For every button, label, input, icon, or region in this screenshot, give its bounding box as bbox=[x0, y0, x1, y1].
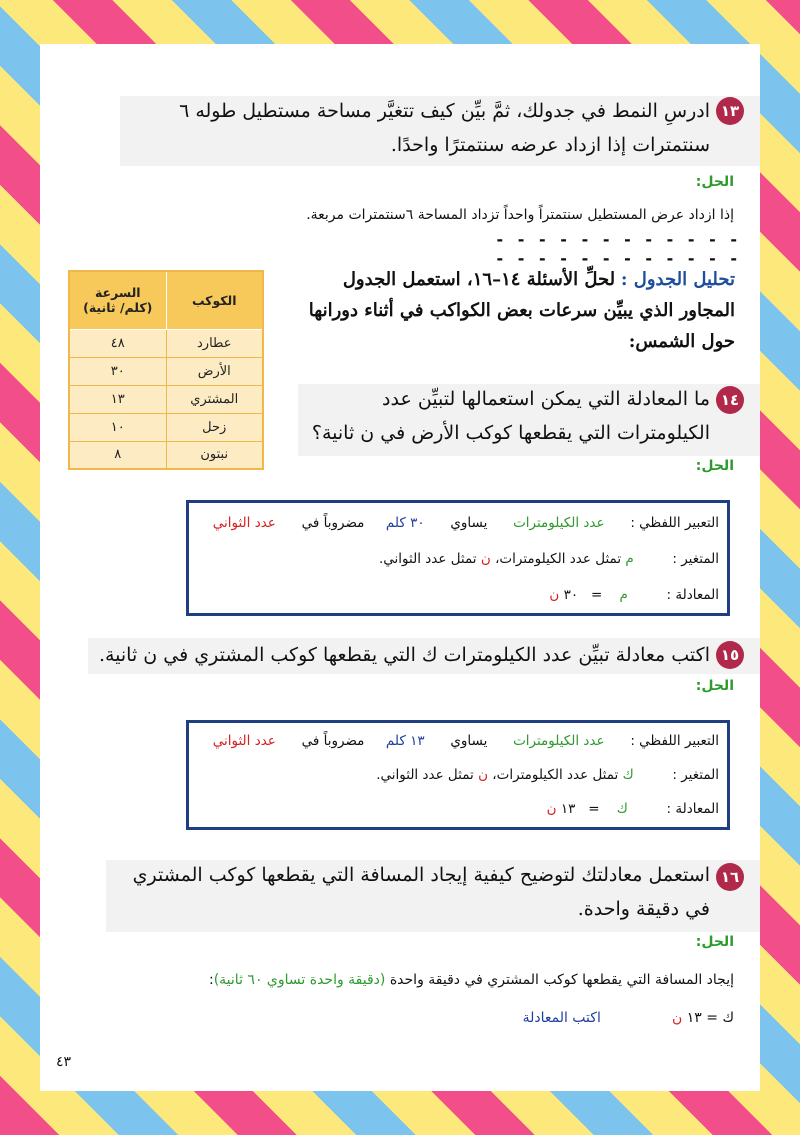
question-15-text: اكتب معادلة تبيِّن عدد الكيلومترات ك التي يقطعها كوكب المشتري في ن ثانية. bbox=[98, 644, 710, 666]
q14-equation-lhs: م bbox=[619, 587, 628, 603]
header-planet: الكوكب bbox=[166, 271, 263, 329]
worksheet-page bbox=[40, 44, 760, 1091]
question-13-solution-text: إذا ازداد عرض المستطيل سنتمتراً واحداً تزداد المساحة ٦سنتمترات مربعة. bbox=[306, 207, 734, 223]
question-14-text: ما المعادلة التي يمكن استعمالها لتبيِّن عدد الكيلومترات التي يقطعها كوكب الأرض في ن ثانية؟ bbox=[311, 388, 710, 444]
question-16-badge: ١٦ bbox=[716, 863, 744, 891]
q14-verbal-seconds: عدد الثواني bbox=[212, 515, 276, 531]
q15-verbal-row bbox=[213, 733, 719, 749]
q15-variable-n: ن bbox=[478, 767, 488, 783]
question-13-text: ادرسِ النمط في جدولك، ثمَّ بيِّن كيف تتغيَّر مساحة مستطيل طوله ٦ سنتمترات إذا ازداد عرضه سنتمترًا واحدًا. bbox=[179, 100, 710, 156]
q14-equation-label: المعادلة : bbox=[666, 587, 719, 603]
header-speed-unit: (كلم/ ثانية) bbox=[83, 300, 153, 316]
q15-verbal-equals: يساوي bbox=[450, 733, 488, 749]
question-14-solution-box bbox=[186, 500, 730, 616]
planet-name: الأرض bbox=[166, 357, 263, 385]
q16-equation-var: ن bbox=[672, 1010, 683, 1026]
question-16-solution-line bbox=[54, 972, 734, 988]
q15-equation-row bbox=[547, 801, 719, 817]
table-header-row bbox=[69, 271, 263, 329]
q14-equation-row bbox=[549, 587, 719, 603]
table-row bbox=[69, 385, 263, 413]
q16-solution-colon: : bbox=[209, 972, 214, 988]
planet-speed: ١٣ bbox=[69, 385, 166, 413]
planet-name: نبتون bbox=[166, 441, 263, 469]
q14-verbal-equals: يساوي bbox=[450, 515, 488, 531]
question-13-solution-label: الحل: bbox=[695, 174, 734, 190]
planet-speed: ٨ bbox=[69, 441, 166, 469]
planet-speed-table bbox=[68, 270, 264, 470]
question-13-badge: ١٣ bbox=[716, 97, 744, 125]
page-number: ٤٣ bbox=[56, 1054, 72, 1070]
question-15-solution-label: الحل: bbox=[695, 678, 734, 694]
planet-name: زحل bbox=[166, 413, 263, 441]
q15-equation-rhs-num: ١٣ bbox=[560, 801, 576, 817]
planet-speed: ١٠ bbox=[69, 413, 166, 441]
q14-equation-eq: = bbox=[591, 587, 603, 603]
q15-variable-k-text: تمثل عدد الكيلومترات، bbox=[492, 767, 619, 783]
question-16-equation-line bbox=[523, 1010, 734, 1026]
table-analysis-heading: تحليل الجدول : bbox=[620, 269, 735, 290]
header-speed bbox=[69, 271, 166, 329]
q14-equation-rhs-num: ٣٠ bbox=[563, 587, 579, 603]
table-row bbox=[69, 441, 263, 469]
q16-equation-lhs: ك = ١٣ bbox=[686, 1010, 734, 1026]
q14-variable-m: م bbox=[625, 551, 634, 567]
header-speed-title: السرعة bbox=[94, 285, 141, 301]
q16-solution-text: إيجاد المسافة التي يقطعها كوكب المشتري في دقيقة واحدة bbox=[389, 972, 734, 988]
q14-verbal-label: التعبير اللفظي : bbox=[630, 515, 719, 531]
q14-variable-label: المتغير : bbox=[672, 551, 719, 567]
q15-verbal-label: التعبير اللفظي : bbox=[630, 733, 719, 749]
q15-verbal-kilometers: عدد الكيلومترات bbox=[513, 733, 605, 749]
question-16-solution-label: الحل: bbox=[695, 934, 734, 950]
table-row bbox=[69, 329, 263, 357]
q14-variable-m-text: تمثل عدد الكيلومترات، bbox=[495, 551, 622, 567]
q15-variable-row bbox=[376, 767, 719, 783]
table-analysis-text: لحلِّ الأسئلة ١٤–١٦، استعمل الجدول المجاور الذي يبيِّن سرعات بعض الكواكب في أثناء دورانها حول الشمس: bbox=[308, 269, 735, 352]
q14-equation-rhs-var: ن bbox=[549, 587, 560, 603]
question-14-solution-label: الحل: bbox=[695, 458, 734, 474]
planet-name: عطارد bbox=[166, 329, 263, 357]
q14-variable-n-text: تمثل عدد الثواني. bbox=[379, 551, 477, 567]
q14-variable-row bbox=[379, 551, 719, 567]
planet-name: المشتري bbox=[166, 385, 263, 413]
section-separator: - - - - - - - - - - - - - - - - - - - - - - - - bbox=[495, 230, 740, 268]
q15-variable-n-text: تمثل عدد الثواني. bbox=[376, 767, 474, 783]
q14-variable-n: ن bbox=[480, 551, 491, 567]
question-15-solution-box bbox=[186, 720, 730, 830]
table-analysis-paragraph bbox=[295, 264, 735, 357]
q15-verbal-rate: ١٣ كلم bbox=[385, 733, 425, 749]
q15-equation-lhs: ك bbox=[616, 801, 628, 817]
q15-variable-k: ك bbox=[622, 767, 634, 783]
question-14-badge: ١٤ bbox=[716, 386, 744, 414]
question-16-text: استعمل معادلتك لتوضيح كيفية إيجاد المسافة التي يقطعها كوكب المشتري في دقيقة واحدة. bbox=[132, 864, 710, 920]
q16-solution-note: (دقيقة واحدة تساوي ٦٠ ثانية) bbox=[213, 972, 386, 988]
q14-verbal-multiplied: مضروباً في bbox=[301, 515, 365, 531]
planet-speed: ٤٨ bbox=[69, 329, 166, 357]
q15-equation-label: المعادلة : bbox=[666, 801, 719, 817]
q15-equation-eq: = bbox=[588, 801, 600, 817]
question-15-badge: ١٥ bbox=[716, 641, 744, 669]
table-row bbox=[69, 357, 263, 385]
q16-equation-hint: اكتب المعادلة bbox=[522, 1010, 601, 1026]
planet-speed: ٣٠ bbox=[69, 357, 166, 385]
table-row bbox=[69, 413, 263, 441]
q15-verbal-multiplied: مضروباً في bbox=[301, 733, 365, 749]
q15-equation-rhs-var: ن bbox=[546, 801, 557, 817]
q14-verbal-rate: ٣٠ كلم bbox=[385, 515, 425, 531]
q15-variable-label: المتغير : bbox=[672, 767, 719, 783]
q14-verbal-row bbox=[213, 515, 719, 531]
q15-verbal-seconds: عدد الثواني bbox=[212, 733, 276, 749]
q14-verbal-kilometers: عدد الكيلومترات bbox=[513, 515, 605, 531]
